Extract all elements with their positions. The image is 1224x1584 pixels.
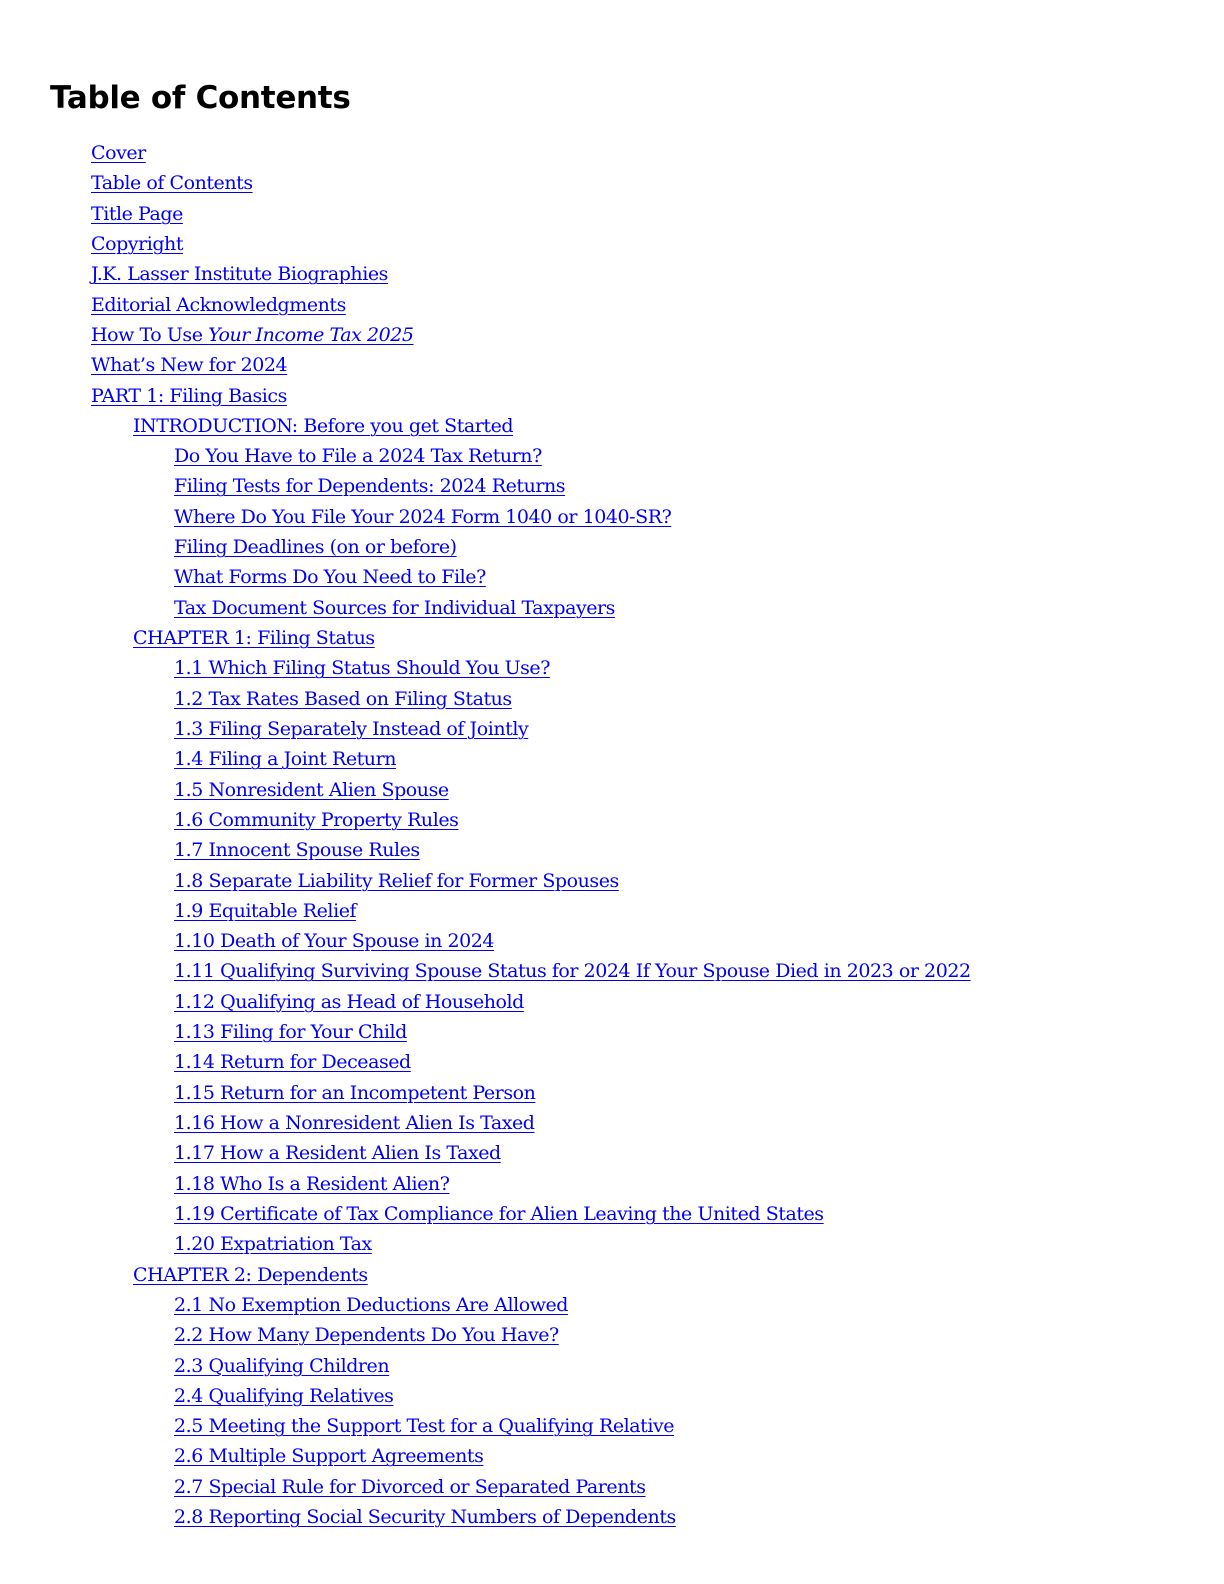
toc-link[interactable] xyxy=(174,1051,411,1073)
toc-link[interactable] xyxy=(91,142,146,164)
toc-entry xyxy=(0,411,1224,441)
toc-link-text: J.K. Lasser Institute Biographies xyxy=(91,263,388,286)
toc-entry xyxy=(0,138,1224,168)
toc-entry xyxy=(0,835,1224,865)
toc-link-italic-text: Your Income Tax 2025 xyxy=(208,323,414,346)
toc-link[interactable] xyxy=(174,1506,676,1528)
toc-link[interactable] xyxy=(174,1173,449,1195)
toc-link[interactable] xyxy=(174,1082,535,1104)
toc-link[interactable] xyxy=(174,1021,407,1043)
toc-link[interactable] xyxy=(174,1142,501,1164)
toc-link[interactable] xyxy=(174,688,512,710)
toc-entry xyxy=(0,1472,1224,1502)
toc-link[interactable] xyxy=(174,506,671,528)
toc-link[interactable] xyxy=(174,900,356,922)
toc-link-text: 2.4 Qualifying Relatives xyxy=(174,1384,394,1407)
toc-link-text: 2.2 How Many Dependents Do You Have? xyxy=(174,1324,559,1347)
toc-entry xyxy=(0,1290,1224,1320)
toc-link-text: Do You Have to File a 2024 Tax Return? xyxy=(174,445,542,468)
toc-link[interactable] xyxy=(91,294,346,316)
toc-link[interactable] xyxy=(174,930,494,952)
toc-link-text: CHAPTER 2: Dependents xyxy=(133,1263,368,1286)
toc-entry xyxy=(0,714,1224,744)
toc-entry xyxy=(0,259,1224,289)
toc-link-text: Title Page xyxy=(91,202,183,225)
toc-link[interactable] xyxy=(174,1203,824,1225)
toc-entry xyxy=(0,1441,1224,1471)
toc-entry xyxy=(0,320,1224,350)
toc-link-text: 1.12 Qualifying as Head of Household xyxy=(174,990,524,1013)
toc-entry xyxy=(0,653,1224,683)
toc-entry xyxy=(0,1320,1224,1350)
toc-link-text: Filing Deadlines (on or before) xyxy=(174,536,457,559)
toc-link[interactable] xyxy=(174,870,619,892)
toc-link[interactable] xyxy=(174,475,565,497)
toc-link[interactable] xyxy=(91,233,183,255)
toc-link[interactable] xyxy=(174,445,542,467)
toc-link-text: Tax Document Sources for Individual Taxpayers xyxy=(174,596,615,619)
toc-link-text: 2.7 Special Rule for Divorced or Separated Parents xyxy=(174,1475,646,1498)
toc-link-text: 1.11 Qualifying Surviving Spouse Status for 2024 If Your Spouse Died in 2023 or 2022 xyxy=(174,960,971,983)
toc-link-text: 2.3 Qualifying Children xyxy=(174,1354,390,1377)
toc-link-text: Where Do You File Your 2024 Form 1040 or 1040-SR? xyxy=(174,505,672,528)
toc-entry xyxy=(0,441,1224,471)
toc-link[interactable] xyxy=(91,263,388,285)
toc-link[interactable] xyxy=(174,779,449,801)
toc-link-text: Copyright xyxy=(91,232,184,255)
toc-entry xyxy=(0,1138,1224,1168)
toc-entry xyxy=(0,775,1224,805)
toc-entry xyxy=(0,290,1224,320)
toc-link-text: 1.1 Which Filing Status Should You Use? xyxy=(174,657,550,680)
toc-link[interactable] xyxy=(133,627,375,649)
toc-link[interactable] xyxy=(174,1112,534,1134)
toc-entry xyxy=(0,744,1224,774)
toc-link[interactable] xyxy=(174,809,458,831)
toc-link[interactable] xyxy=(91,172,253,194)
toc-link-text: 1.3 Filing Separately Instead of Jointly xyxy=(174,717,529,740)
toc-link-text: Table of Contents xyxy=(91,172,253,195)
toc-link-text: 1.10 Death of Your Spouse in 2024 xyxy=(174,930,495,953)
toc-link[interactable] xyxy=(174,839,420,861)
toc-link-text: 1.18 Who Is a Resident Alien? xyxy=(174,1172,450,1195)
toc-link-text: PART 1: Filing Basics xyxy=(91,384,287,407)
toc-link-text: 1.9 Equitable Relief xyxy=(174,899,357,922)
toc-entry xyxy=(0,1260,1224,1290)
toc-entry xyxy=(0,593,1224,623)
toc-link[interactable] xyxy=(174,1385,393,1407)
toc-list xyxy=(0,138,1224,1532)
toc-entry xyxy=(0,1229,1224,1259)
toc-link-text: 1.6 Community Property Rules xyxy=(174,808,459,831)
toc-link[interactable] xyxy=(174,1476,646,1498)
toc-link-text: 1.16 How a Nonresident Alien Is Taxed xyxy=(174,1112,535,1134)
toc-link[interactable] xyxy=(174,597,615,619)
toc-link-text: 1.8 Separate Liability Relief for Former Spouses xyxy=(174,869,619,892)
toc-entry xyxy=(0,1169,1224,1199)
toc-entry xyxy=(0,471,1224,501)
toc-link-text: 1.4 Filing a Joint Return xyxy=(174,748,397,771)
toc-link[interactable] xyxy=(174,1324,559,1346)
toc-entry xyxy=(0,1108,1224,1138)
toc-entry xyxy=(0,1017,1224,1047)
toc-entry xyxy=(0,1502,1224,1532)
toc-link[interactable] xyxy=(91,385,287,407)
toc-link-text: 1.15 Return for an Incompetent Person xyxy=(174,1081,536,1104)
toc-entry xyxy=(0,684,1224,714)
toc-link[interactable] xyxy=(174,1355,389,1377)
toc-entry xyxy=(0,866,1224,896)
toc-link[interactable] xyxy=(174,1445,483,1467)
toc-entry xyxy=(0,896,1224,926)
toc-link-text: 2.1 No Exemption Deductions Are Allowed xyxy=(174,1293,569,1316)
toc-entry xyxy=(0,926,1224,956)
toc-link[interactable] xyxy=(174,566,486,588)
toc-entry xyxy=(0,1047,1224,1077)
toc-link-text: 1.14 Return for Deceased xyxy=(174,1051,411,1074)
toc-link-text: 1.20 Expatriation Tax xyxy=(174,1233,372,1256)
toc-entry xyxy=(0,1411,1224,1441)
toc-link-text: 1.7 Innocent Spouse Rules xyxy=(174,839,420,862)
toc-link[interactable] xyxy=(174,718,528,740)
toc-link[interactable] xyxy=(91,324,414,346)
toc-entry xyxy=(0,502,1224,532)
toc-entry xyxy=(0,1351,1224,1381)
toc-link-text: Filing Tests for Dependents: 2024 Returns xyxy=(174,475,566,498)
toc-link[interactable] xyxy=(174,1415,674,1437)
toc-entry xyxy=(0,562,1224,592)
toc-link[interactable] xyxy=(174,1294,568,1316)
toc-link-text: How To Use xyxy=(91,323,209,346)
toc-entry xyxy=(0,956,1224,986)
toc-entry xyxy=(0,350,1224,380)
toc-link[interactable] xyxy=(133,1264,368,1286)
toc-link-text: CHAPTER 1: Filing Status xyxy=(133,627,375,649)
toc-link[interactable] xyxy=(174,657,550,679)
toc-entry xyxy=(0,1199,1224,1229)
toc-link-text: Cover xyxy=(91,142,146,164)
toc-link-text: 2.6 Multiple Support Agreements xyxy=(174,1445,484,1468)
toc-link-text: What Forms Do You Need to File? xyxy=(174,566,486,589)
toc-link-text: INTRODUCTION: Before you get Started xyxy=(133,414,514,437)
toc-link-text: 2.5 Meeting the Support Test for a Qualifying Relative xyxy=(174,1415,675,1438)
toc-link[interactable] xyxy=(174,960,971,982)
page-title: Table of Contents xyxy=(50,80,351,116)
toc-link-text: 1.2 Tax Rates Based on Filing Status xyxy=(174,687,512,710)
toc-link-text: 1.19 Certificate of Tax Compliance for Alien Leaving the United States xyxy=(174,1202,824,1225)
toc-link-text: 2.8 Reporting Social Security Numbers of Dependents xyxy=(174,1506,676,1529)
toc-link[interactable] xyxy=(174,991,524,1013)
toc-link-text: 1.5 Nonresident Alien Spouse xyxy=(174,778,449,801)
toc-link[interactable] xyxy=(133,415,513,437)
toc-entry xyxy=(0,381,1224,411)
toc-link[interactable] xyxy=(174,536,457,558)
toc-link-text: Editorial Acknowledgments xyxy=(91,293,346,316)
toc-link[interactable] xyxy=(91,203,183,225)
toc-link[interactable] xyxy=(91,354,287,376)
toc-link-text: 1.13 Filing for Your Child xyxy=(174,1021,407,1044)
toc-link-text: What’s New for 2024 xyxy=(91,354,288,377)
toc-entry xyxy=(0,805,1224,835)
toc-entry xyxy=(0,1078,1224,1108)
toc-entry xyxy=(0,532,1224,562)
toc-entry xyxy=(0,1381,1224,1411)
toc-link[interactable] xyxy=(174,748,396,770)
toc-link-text: 1.17 How a Resident Alien Is Taxed xyxy=(174,1142,501,1165)
toc-entry xyxy=(0,229,1224,259)
toc-link[interactable] xyxy=(174,1233,372,1255)
toc-entry xyxy=(0,623,1224,653)
toc-entry xyxy=(0,168,1224,198)
toc-entry xyxy=(0,987,1224,1017)
toc-entry xyxy=(0,199,1224,229)
